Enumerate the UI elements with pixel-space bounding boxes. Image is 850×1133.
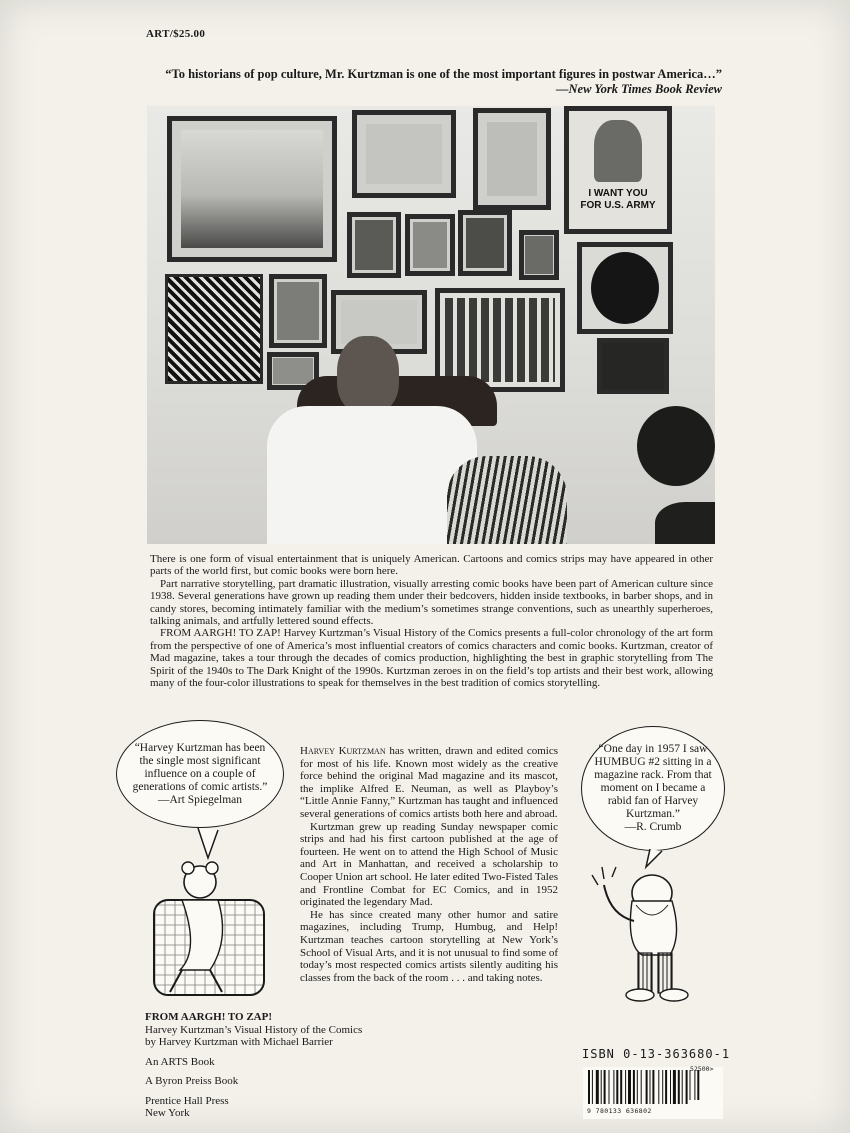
barcode-bar <box>633 1070 635 1104</box>
top-quote-text: “To historians of pop culture, Mr. Kurtzman is one of the most important figures in postwar America…” <box>165 67 722 81</box>
framed-pattern-art <box>165 274 263 384</box>
publication-credits <box>145 1011 445 1120</box>
spiegelman-attribution: —Art Spiegelman <box>158 793 242 806</box>
spiegelman-quote: “Harvey Kurtzman has been the single most significant influence on a couple of generations of comic artists.” <box>132 741 268 793</box>
white-shirt <box>267 406 477 544</box>
barcode-bar <box>662 1070 663 1104</box>
mouse-cartoon-illustration <box>110 820 290 1005</box>
barcode-bar <box>628 1070 631 1104</box>
barcode-bar <box>613 1070 614 1104</box>
bearded-man-cartoon-illustration <box>590 845 720 1005</box>
barcode-addon-digits: 52500> <box>690 1065 714 1073</box>
credits-authors: by Harvey Kurtzman with Michael Barrier <box>145 1036 333 1048</box>
barcode-bar <box>609 1070 610 1104</box>
framed-picture <box>597 338 669 394</box>
bio-paragraph <box>300 745 558 821</box>
barcode-bar <box>673 1070 676 1104</box>
credits-subtitle: Harvey Kurtzman’s Visual History of the Comics <box>145 1023 363 1036</box>
credits-city: New York <box>145 1107 190 1119</box>
barcode-bar <box>641 1070 642 1104</box>
crumb-quote: “One day in 1957 I saw HUMBUG #2 sitting in a magazine rack. From that moment on I became a rabid fan of Harvey Kurtzman.” <box>594 743 712 820</box>
barcode-bar <box>686 1070 688 1104</box>
uncle-sam-poster <box>564 106 672 234</box>
barcode-bar <box>625 1070 626 1104</box>
framed-picture <box>352 110 456 198</box>
striped-trousers <box>447 456 567 544</box>
barcode-bar <box>637 1070 638 1104</box>
barcode-bar <box>596 1070 599 1104</box>
book-description <box>150 553 713 689</box>
barcode-bar <box>697 1070 699 1100</box>
bio-paragraph: He has since created many other humor and satire magazines, including Trump, Humbug, and Help! Kurtzman teaches cartoon storytelling at New York’s School of Visual Arts, and it is not unusual to find some of today’s most respected comics artists silently auditing his classes from the back of the room . . . and taking notes. <box>300 908 558 984</box>
barcode-bar <box>670 1070 671 1104</box>
description-paragraph: Part narrative storytelling, part dramatic illustration, visually arresting comic books have been part of American culture since 1938. Several generations have grown up reading them under their bedcovers, hidden inside textbooks, in barber shops, and in candy stores, becoming intimately familiar with the medium’s sometimes strange conventions, such as unearthly superheroes, talking animals, and artfully lettered sound effects. <box>150 577 713 628</box>
credits-imprint: A Byron Preiss Book <box>145 1075 239 1087</box>
framed-picture <box>473 108 551 210</box>
barcode-bar <box>601 1070 602 1104</box>
author-photo <box>147 106 715 544</box>
barcode-bar <box>678 1070 680 1104</box>
top-quote-source: —New York Times Book Review <box>556 82 722 96</box>
credits-imprint: An ARTS Book <box>145 1055 215 1068</box>
barcode-digits: 9 780133 636802 <box>587 1107 652 1115</box>
author-bio <box>300 745 558 984</box>
barcode-bar <box>616 1070 618 1104</box>
side-table <box>655 502 715 544</box>
poster-line-2: FOR U.S. ARMY <box>580 200 656 211</box>
barcode-bar <box>682 1070 683 1104</box>
author-name: Harvey Kurtzman <box>300 745 386 757</box>
barcode-bar <box>690 1070 691 1100</box>
top-review-quote <box>130 67 722 97</box>
isbn-number: ISBN 0-13-363680-1 <box>582 1047 731 1061</box>
bio-paragraph: Kurtzman grew up reading Sunday newspaper comic strips and had his first cartoon published at the age of fourteen. He went on to attend the High School of Music and Art in Manhattan, and received a scholarship to Cooper Union art school. He later edited Two-Fisted Tales and Frontline Combat for EC Comics, and in 1952 originated the legendary Mad. <box>300 820 558 909</box>
potted-plant <box>637 406 715 486</box>
poster-line-1: I WANT YOU <box>588 188 648 199</box>
barcode-bar <box>588 1070 590 1104</box>
spiegelman-quote-balloon <box>116 720 284 828</box>
barcode-bar <box>652 1070 654 1104</box>
barcode-bar <box>646 1070 648 1104</box>
barcode <box>588 1070 722 1106</box>
framed-picture <box>519 230 559 280</box>
framed-picture <box>269 274 327 348</box>
barcode-bar <box>592 1070 593 1104</box>
credits-title: FROM AARGH! TO ZAP! <box>145 1011 273 1023</box>
framed-picture <box>405 214 455 276</box>
barcode-bar <box>658 1070 659 1104</box>
framed-picture <box>458 210 512 276</box>
bio-paragraph-1-text: has written, drawn and edited comics for most of his life. Known most widely as the creative force behind the original Mad magazine and its mascot, the implike Alfred E. Neuman, as well as Playboy’s “Little Annie Fanny,” Kurtzman has taught and influenced several generations of comics artists both here and abroad. <box>300 745 558 820</box>
description-paragraph: FROM AARGH! TO ZAP! Harvey Kurtzman’s Visual History of the Comics presents a full-color chronology of the art form from the perspective of one of America’s most influential creators of comics characters and comic books. Kurtzman, creator of Mad magazine, takes a tour through the decades of comics production, highlighting the best in graphic storytelling from The Spirit of the 1940s to The Dark Knight of the 1990s. Kurtzman zeroes in on the field’s top artists and their best work, allowing many of the four-color illustrations to speak for themselves in the best tradition of comics storytelling. <box>150 627 713 690</box>
barcode-bar <box>694 1070 695 1100</box>
price-label: ART/$25.00 <box>146 28 206 40</box>
framed-picture <box>167 116 337 262</box>
man-head <box>337 336 399 414</box>
framed-picture <box>347 212 401 278</box>
crumb-quote-balloon <box>581 726 725 851</box>
crumb-attribution: —R. Crumb <box>624 821 682 833</box>
framed-record <box>577 242 673 334</box>
barcode-bar <box>604 1070 606 1104</box>
credits-publisher: Prentice Hall Press <box>145 1094 229 1107</box>
barcode-bar <box>665 1070 667 1104</box>
description-paragraph: There is one form of visual entertainment that is uniquely American. Cartoons and comics strips may have appeared in other parts of the world first, but comic books were born here. <box>150 553 713 578</box>
barcode-bar <box>620 1070 622 1104</box>
barcode-bar <box>650 1070 651 1104</box>
